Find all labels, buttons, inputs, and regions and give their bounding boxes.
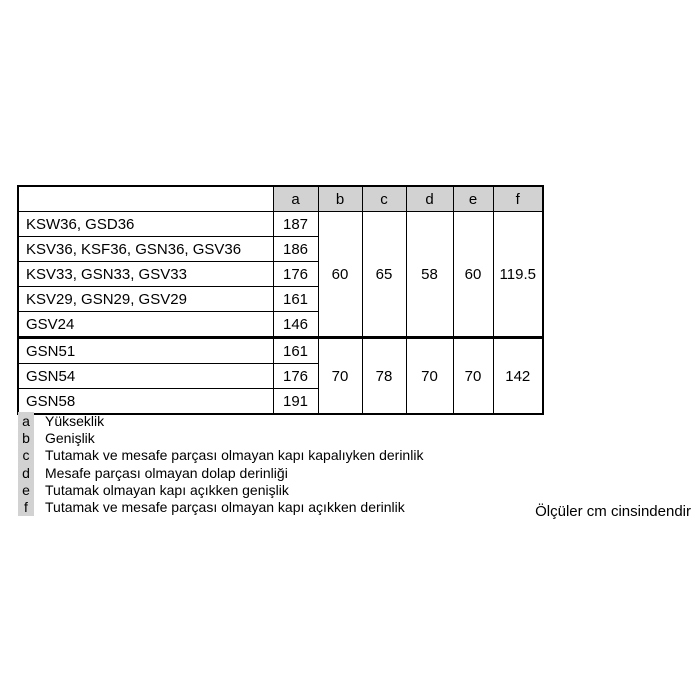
legend-key: d [18,464,34,481]
units-note: Ölçüler cm cinsindendir [535,503,691,520]
legend-row [18,481,423,498]
legend-text: Mesafe parçası olmayan dolap derinliği [45,464,288,481]
col-header-f: f [493,186,543,212]
value-a-cell: 176 [273,262,318,287]
merged-c-cell: 78 [362,338,406,415]
legend-row [18,498,423,515]
merged-e-cell: 70 [453,338,493,415]
value-a-cell: 146 [273,312,318,338]
dimensions-table [17,185,544,415]
legend-row [18,412,423,429]
header-corner-cell [18,186,273,212]
footnote-legend [18,412,423,516]
model-cell: GSN54 [18,364,273,389]
merged-d-cell: 70 [406,338,453,415]
col-header-c: c [362,186,406,212]
legend-key: a [18,412,34,429]
value-a-cell: 187 [273,212,318,237]
legend-key: b [18,429,34,446]
legend-text: Yükseklik [45,412,105,429]
model-cell: KSV29, GSN29, GSV29 [18,287,273,312]
model-cell: KSW36, GSD36 [18,212,273,237]
legend-row [18,464,423,481]
legend-key: f [18,498,34,515]
table-row [18,212,543,237]
merged-b-cell: 60 [318,212,362,338]
table-row [18,338,543,364]
merged-d-cell: 58 [406,212,453,338]
value-a-cell: 176 [273,364,318,389]
legend-key: e [18,481,34,498]
value-a-cell: 191 [273,389,318,415]
legend-key: c [18,447,34,464]
model-cell: KSV36, KSF36, GSN36, GSV36 [18,237,273,262]
merged-c-cell: 65 [362,212,406,338]
col-header-d: d [406,186,453,212]
merged-f-cell: 119.5 [493,212,543,338]
legend-text: Tutamak olmayan kapı açıkken genişlik [45,481,289,498]
model-cell: GSV24 [18,312,273,338]
model-cell: KSV33, GSN33, GSV33 [18,262,273,287]
col-header-e: e [453,186,493,212]
legend-row [18,447,423,464]
merged-e-cell: 60 [453,212,493,338]
legend-row [18,429,423,446]
model-cell: GSN58 [18,389,273,415]
legend-text: Tutamak ve mesafe parçası olmayan kapı açıkken derinlik [45,499,405,516]
merged-f-cell: 142 [493,338,543,415]
merged-b-cell: 70 [318,338,362,415]
value-a-cell: 186 [273,237,318,262]
table-header-row [18,186,543,212]
legend-text: Tutamak ve mesafe parçası olmayan kapı kapalıyken derinlik [45,447,424,464]
value-a-cell: 161 [273,338,318,364]
model-cell: GSN51 [18,338,273,364]
col-header-b: b [318,186,362,212]
legend-text: Genişlik [45,429,95,446]
col-header-a: a [273,186,318,212]
value-a-cell: 161 [273,287,318,312]
